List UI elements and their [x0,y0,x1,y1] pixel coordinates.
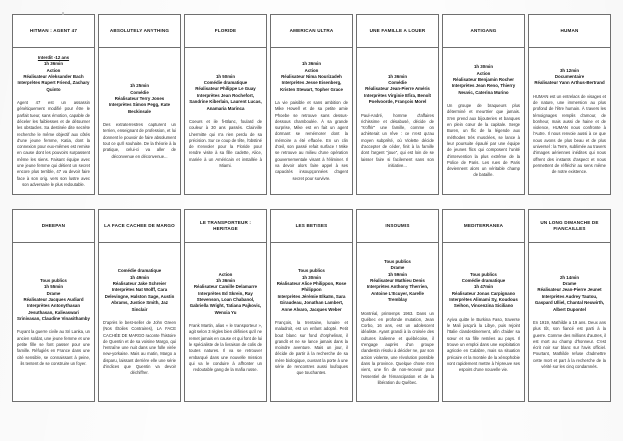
film-cast: Interprètes Jean Rochefort, Sandrine Kiberlain, Laurent Lucas, Anamaria Marinca [189,92,262,111]
film-card[interactable] [98,209,181,402]
film-cast: Interprètes Jesse Eisenberg, Kristen Stewart, Topher Grace [280,80,343,92]
film-director: Réalisateur Yann Arthus-Bertrand [534,80,605,86]
film-title-box [184,14,267,48]
film-body-box [442,242,525,402]
film-director: Réalisateur Terry Jones [114,95,165,101]
film-duration: 1h 59min [387,271,408,277]
film-title-box [270,209,353,243]
film-title-box [528,14,611,48]
film-genre: Documentaire [554,73,585,79]
film-genre: Drame [46,290,61,296]
film-director: Réalisateur Benjamin Rocher [452,77,514,83]
film-body-box [356,242,439,402]
film-title: HITMAN : AGENT 47 [29,28,78,34]
film-meta [361,74,434,106]
film-body-box [98,242,181,402]
film-card[interactable] [12,209,95,402]
film-row-top [12,14,611,195]
film-duration: 3h 12min [559,67,580,73]
film-duration: 1h 36min [215,277,236,283]
film-meta [361,259,434,304]
film-row-bottom [12,209,611,402]
film-title: UNE FAMILLE A LOUER [369,28,426,34]
film-synopsis: HUMAN est un entrelacs de visages et de nature, une immersion au plus profond de l'être humain. À travers les témoignages remplis d'amour, de bonheur, mais aussi de haine et de violence, HUMAN nous confronte à l'Autre. Il nous renvoie aussi à ce que nous avons de plus beau et de plus universel : la Terre, sublimée au travers d'images aériennes inédites qui nous offrent des instants d'aspect et nous permettent de réfléchir au sens même de notre existence. [533,93,606,175]
film-duration: 1h 49min [129,274,150,280]
film-cast: Interprètes Nat Wolff, Cara Delevingne, Halston Sage, Austin Abrams, Justice Smith, Jaz Sinclair [104,287,175,312]
film-title-box [528,209,611,243]
film-body-box [270,47,353,195]
film-card[interactable] [442,209,525,402]
film-body-box [98,47,181,195]
film-title: LES BETISES [295,223,328,229]
film-synopsis: Agent 47 est un assassin génétiquement modifié pour être le parfait tueur, sans émotion, capable de déceler les faiblesses et de détourner les obstacles. Sa destinée dite secrète recherche le même objectif aux côtés d'une jeune femme, Katia, dont la connexion pour eux-mêmes est remise en cause dont les pouvoirs surpassent même les siens. Faisant équipe avec une jeune femme qui détient un secret encore plus terrible, 47 va devoir faire face à son orig. vers son lustre avec son adversaire le plus redoutable. [17,100,90,187]
film-card[interactable] [98,14,181,195]
film-card[interactable] [528,209,611,402]
film-cast: Interprètes Virginie Efira, Benoît Poelvoorde, François Morel [363,92,431,105]
film-director: Réalisateur Jacques Audiard [23,296,84,302]
film-card[interactable] [270,209,353,402]
film-title-box [442,209,525,243]
film-title: LE TRANSPORTEUR : HERITAGE [199,220,252,231]
film-body-box [12,47,95,195]
film-duration: 1h 47min [473,284,494,290]
film-director: Réalisateur Mathieu Denis [370,278,425,284]
film-meta [17,278,90,323]
film-title: ANTIGANG [470,28,497,34]
film-title: FLORIDE [214,28,237,34]
film-body-box [356,47,439,195]
film-genre: Action [476,70,491,76]
film-meta [447,272,520,310]
film-cast: Interprètes Alimami Sy, Koudous Seihon, Vincenzina Siciliano [449,297,518,309]
film-meta [17,55,90,93]
film-title: AMERICAN ULTRA [289,28,334,34]
film-duration: 1h 30min [301,274,322,280]
film-body-box [270,242,353,402]
film-director: Réalisateur Alice Philippon, Rose Philippon [276,281,347,293]
film-title-box [356,209,439,243]
film-meta [275,61,348,93]
film-genre: Drame [562,281,577,287]
film-body-box [528,47,611,195]
film-synopsis: Fuyant la guerre civile au Sri Lanka, un ancien soldat, une jeune femme et une petite fille se font passer pour une famille. Réfugiés en France dans une cité sensible, se connaissant à peine, ils tentent de se construire un foyer. [17,329,90,366]
film-synopsis: Frank Martin, alias « le transporteur », agit selon 3 règles bien définies qu'il ne remet jamais en cause et qui font de lui le spécialiste de la livraison de colis de toutes natures. Il va se retrouver embarqué dans une nouvelle mission qui va le conduire à affronter un redoutable gang de la mafia russe. [189,323,262,373]
film-title: INSOUMIS [385,223,410,229]
film-meta [103,83,176,115]
film-cast: Interprètes Rupert Friend, Zachary Quinto [17,80,90,92]
film-duration: 1h 36min [387,73,408,79]
film-age-rating: Tous publics [298,268,325,274]
film-title-box [356,14,439,48]
film-director: Réalisateur Jonas Carpignano [451,290,516,296]
film-cast: Interprètes Antonythasan Jesuthasan, Kalieaswari Srinivasan, Claudine Vinasithamby [17,303,90,322]
film-genre: Comédie [388,80,407,86]
film-title-box [184,209,267,243]
film-cast: Interprètes Jean Reno, Thierry Neuvic, Caterina Murino [451,83,516,95]
film-card[interactable] [12,14,95,195]
film-body-box [12,242,95,402]
film-genre: Comédie dramatique [461,277,506,283]
film-synopsis: Montréal, printemps 1963. Dans un Québec en profonde mutation, Jean Corbo, 16 ans, est un adolescent idéaliste. Ayant grandi à la croisée des cultures italienne et québécoise, il s'engage auprès d'un groupe clandestin résolu à décider ne, par son action violente, une révolution possible dans la province. Quelque chose s'en vient, une fin de non-recevoir pour l'essentiel de l'émancipation et de la libération du Québec. [361,310,434,385]
film-card[interactable] [184,209,267,402]
film-synopsis: Paul-André, homme d'affaires richissime et désabusé, décide de "s'offrir" une famille, comme on achèterait un rêve : ce n'est qu'au moyen subprêté, où Violette décide d'accepter de céder, finit à la famille dont l'argent "joue", qui est loin de se laisser faire si facilement sans son initiative... [361,112,434,168]
film-title: ABSOLUTELY ANYTHING [109,28,170,34]
film-title-box [12,14,95,48]
film-age-rating: Tous publics [384,258,411,264]
film-genre: Action [218,271,233,277]
film-title-box [442,14,525,48]
film-title: UN LONG DIMANCHE DE FIANCAILLES [540,220,599,231]
film-title-box [98,14,181,48]
film-card[interactable] [270,14,353,195]
film-genre: Comédie [130,89,149,95]
film-card[interactable] [356,209,439,402]
film-cast: Interprètes Audrey Tautou, Gaspard Ulliel, Chantal Neuwirth, Albert Dupontel [534,293,605,312]
film-cast: Interprètes Anthony Therrien, Antoine L'Ecuyer, Karelle Tremblay [366,284,429,303]
film-title: HUMAN [560,28,579,34]
film-age-rating: Interdit -12 ans [37,54,70,60]
film-director: Réalisateur Aleksander Bach [23,73,84,79]
film-card[interactable] [442,14,525,195]
film-meta [447,64,520,96]
film-genre: Action [46,67,61,73]
film-card[interactable] [528,14,611,195]
film-title: LA FACE CACHEE DE MARGO [104,223,175,229]
film-meta [189,272,262,317]
film-duration: 1h 55min [43,284,64,290]
film-card[interactable] [356,14,439,195]
film-cast: Interprètes Jérémie Elkaïm, Sara Giraudeau, Jonathan Lambert, Anne Alvaro, Jacques Weber [277,293,346,312]
film-director: Réalisateur Jean-Pierre Jeunet [537,287,602,293]
film-body-box [184,242,267,402]
film-duration: 1h 36min [301,61,322,67]
film-director: Réalisateur Camille Delamarre [193,284,258,290]
film-synopsis: Ayiva quitte le Burkina Faso, traverse le Mali jusqu'à la Libye, puis rejoint l'Italie clandestinement, afin d'aider sa sœur et sa fille restées au pays. Il trouve un emploi dans une exploitation agricole en Calabre, mais sa situation précaire et la montée de la xénophobie vont rapidement mettre à l'épreuve ses espoirs d'une nouvelle vie. [447,316,520,373]
film-director: Réalisateur Nima Nourizadeh [281,73,342,79]
film-age-rating: Tous publics [470,271,497,277]
film-director: Réalisateur Philippe Le Guay [195,86,256,92]
film-cast: Interprètes Simon Pegg, Kate Beckinsale [108,102,171,114]
film-director: Réalisateur Jean-Pierre Améris [365,86,430,92]
film-body-box [184,47,267,195]
film-genre: Comédie dramatique [117,268,162,274]
film-card[interactable] [184,14,267,195]
film-cast: Interprètes Ed Skrein, Ray Stevenson, Loan Chabanol, Gabriella Wright, Tatiana Pajkovic, Wenxia Yu [189,290,262,315]
film-synopsis: Des extraterrestres capturent un terrien, enseignant de profession, et lui donnent le pouvoir de faire absolument tout ce qu'il souhaite. De la théorie à la pratique, celui-ci va aller de déconvenue en déconvenue... [103,122,176,159]
film-duration: 2h 14min [559,274,580,280]
film-duration: 1h 30min [473,64,494,70]
film-genre: Action [304,67,319,73]
scan-artifact-speck [62,12,64,15]
film-title: DHEEPAN [41,223,66,229]
film-title-box [12,209,95,243]
film-synopsis: Coeurs et ile fi-Blanc, foulard de couleur à 30 ans passés. Clairville Lhermitte qui n'a rien perdu de sa précision. Sur ce coup de tête, l'obstiné de s'envoler pour la Floride pour rendre visite à sa fille cadette, Alice, mariée à un Américain et installée à Miami. [189,118,262,169]
film-synopsis: D'après le best-seller de John Green (Nos Étoiles Contraires), LA FACE CACHÉE DE MARGO raconte l'histoire de Quentin et de sa voisine Margo, qui l'entraîne une nuit dans une folle virée new-yorkaise. Mais au matin, Margo a disparu, laissant derrière elle une série d'indices que Quentin va devoir déchiffrer. [103,319,176,376]
film-duration: 1h 25min [129,83,150,89]
film-genre: Comédie dramatique [203,80,248,86]
film-body-box [442,47,525,195]
film-meta [533,275,606,313]
film-synopsis: En 1919, Mathilde a 19 ans. Deux ans plus tôt, son fiancé est parti à la guerre. Comme des millions d'autres, il est mort au champ d'honneur. C'est écrit noir sur blanc sur l'avis officiel. Pourtant, Mathilde refuse d'admettre cette mort et part à la recherche de la vérité sur les cinq condamnés. [533,319,606,370]
film-title-box [98,209,181,243]
film-title-box [270,14,353,48]
film-synopsis: Un groupe de braqueurs plus déterminé et meurtrier que jamais. S'en prend aux bijouteries et banques en plein cœur de la capitale. Serge Buren, un flic de la légende aux méthodes très musclées, se lance à leur poursuite épaulé par une équipe de jeunes flics qui composent l'unité d'intervention la plus extrême de la Police de Paris. Les rues de Paris deviennent alors un véritable champ de bataille. [447,103,520,178]
film-genre: Drame [390,265,405,271]
film-meta [189,74,262,112]
film-duration: 1h 36min [43,61,64,67]
film-body-box [528,242,611,402]
film-title: MEDITERRANEA [463,223,504,229]
film-meta [103,268,176,313]
film-synopsis: La vie paisible et sans ambition de Mike Howell et de sa petite amie Phoebe se retrouve sans dessus-dessous chamboulée. À sa grande surprise, Mike est en fait un agent dormant se remémorer dont la mémoire a été effacée. En un clin d'œil, son passé refait surface ! Mike se retrouve au milieu d'une opération gouvernementale visant à l'éliminer. Il va devoir alors faire appel à ses capacités insoupçonnées d'agent secret pour survivre. [275,100,348,181]
film-duration: 1h 50min [215,73,236,79]
film-meta [275,268,348,313]
film-director: Réalisateur Jake Schreier [112,281,167,287]
film-synopsis: François, la trentaine, lunaire et maladroit, est un enfant adopté. Petit bout blanc sur fond d'orphelinat, il grandit et ne se lance jamais dans la moindre aventure. Mais un jour, il décide de partir à la recherche de sa mère biologique, ouvrant la porte à une série de rencontres aussi loufoques que touchantes. [275,319,348,376]
film-meta [533,68,606,87]
film-age-rating: Tous publics [40,277,67,283]
